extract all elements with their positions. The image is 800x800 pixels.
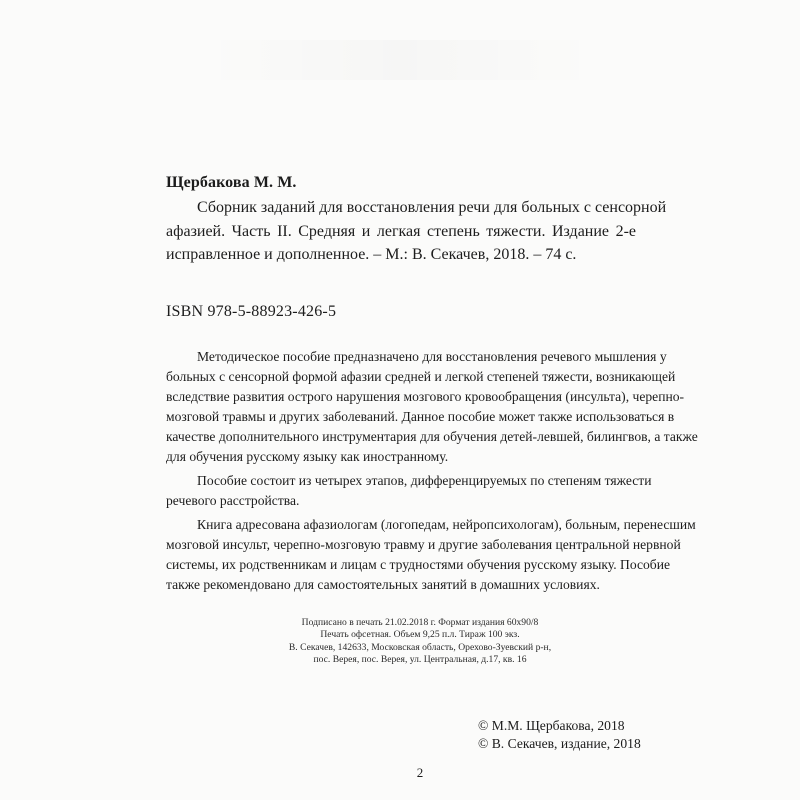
text-line: системы, их родственникам и лицам с трудностями обучения русскому языку. Пособие — [166, 557, 671, 572]
isbn: ISBN 978-5-88923-426-5 — [166, 303, 337, 320]
text-line: речевого расстройства. — [166, 493, 300, 508]
text-line: Методическое пособие предназначено для восстановления речевого мышления у — [197, 349, 667, 364]
text-line: качестве дополнительного инструментария для обучения детей-левшей, билингвов, а также — [166, 429, 698, 444]
colophon-line: пос. Верея, пос. Верея, ул. Центральная, д.17, кв. 16 — [313, 654, 527, 666]
text-line: больных с сенсорной формой афазии средней и легкой степеней тяжести, возникающей — [166, 369, 676, 384]
copyright-notices — [478, 717, 641, 753]
colophon-line: Подписано в печать 21.02.2018 г. Формат издания 60х90/8 — [301, 617, 539, 628]
abstract-paragraph-3 — [166, 515, 696, 595]
page-number: 2 — [416, 765, 424, 780]
text-line: мозговой инсульт, черепно-мозговую травму и другие заболевания центральной нервной — [166, 537, 681, 552]
text-line: вследствие развития острого нарушения мозгового кровообращения (инсульта), черепно- — [166, 389, 685, 404]
copyright-author: © М.М. Щербакова, 2018 — [478, 718, 625, 733]
colophon — [270, 617, 570, 667]
biblio-line: афазией. Часть II. Средняя и легкая степень тяжести. Издание 2-е — [166, 222, 636, 240]
text-line: Пособие состоит из четырех этапов, дифференцируемых по степеням тяжести — [197, 473, 652, 488]
copyright-publisher: © В. Секачев, издание, 2018 — [478, 736, 641, 751]
colophon-line: В. Секачев, 142633, Московская область, Орехово-Зуевский р-н, — [288, 641, 552, 653]
abstract — [166, 347, 698, 599]
biblio-line: исправленное и дополненное. – М.: В. Секачев, 2018. – 74 с. — [166, 246, 577, 263]
text-line: мозговой травмы и других заболеваний. Данное пособие может также использоваться в — [166, 409, 675, 424]
abstract-paragraph-1 — [166, 347, 698, 467]
author-name: Щербакова М. М. — [166, 174, 297, 191]
text-line: для обучения русскому языку как иностранному. — [166, 449, 449, 464]
text-line: Книга адресована афазиологам (логопедам, нейропсихологам), больным, перенесшим — [197, 517, 696, 532]
colophon-line: Печать офсетная. Объем 9,25 п.л. Тираж 100 экз. — [320, 629, 520, 641]
text-line: также рекомендовано для самостоятельных занятий в домашних условиях. — [166, 577, 600, 592]
abstract-paragraph-2 — [166, 471, 652, 511]
bleed-through-shadow — [200, 40, 600, 80]
bibliographic-description — [166, 196, 667, 267]
biblio-line: Сборник заданий для восстановления речи для больных с сенсорной — [197, 199, 667, 216]
